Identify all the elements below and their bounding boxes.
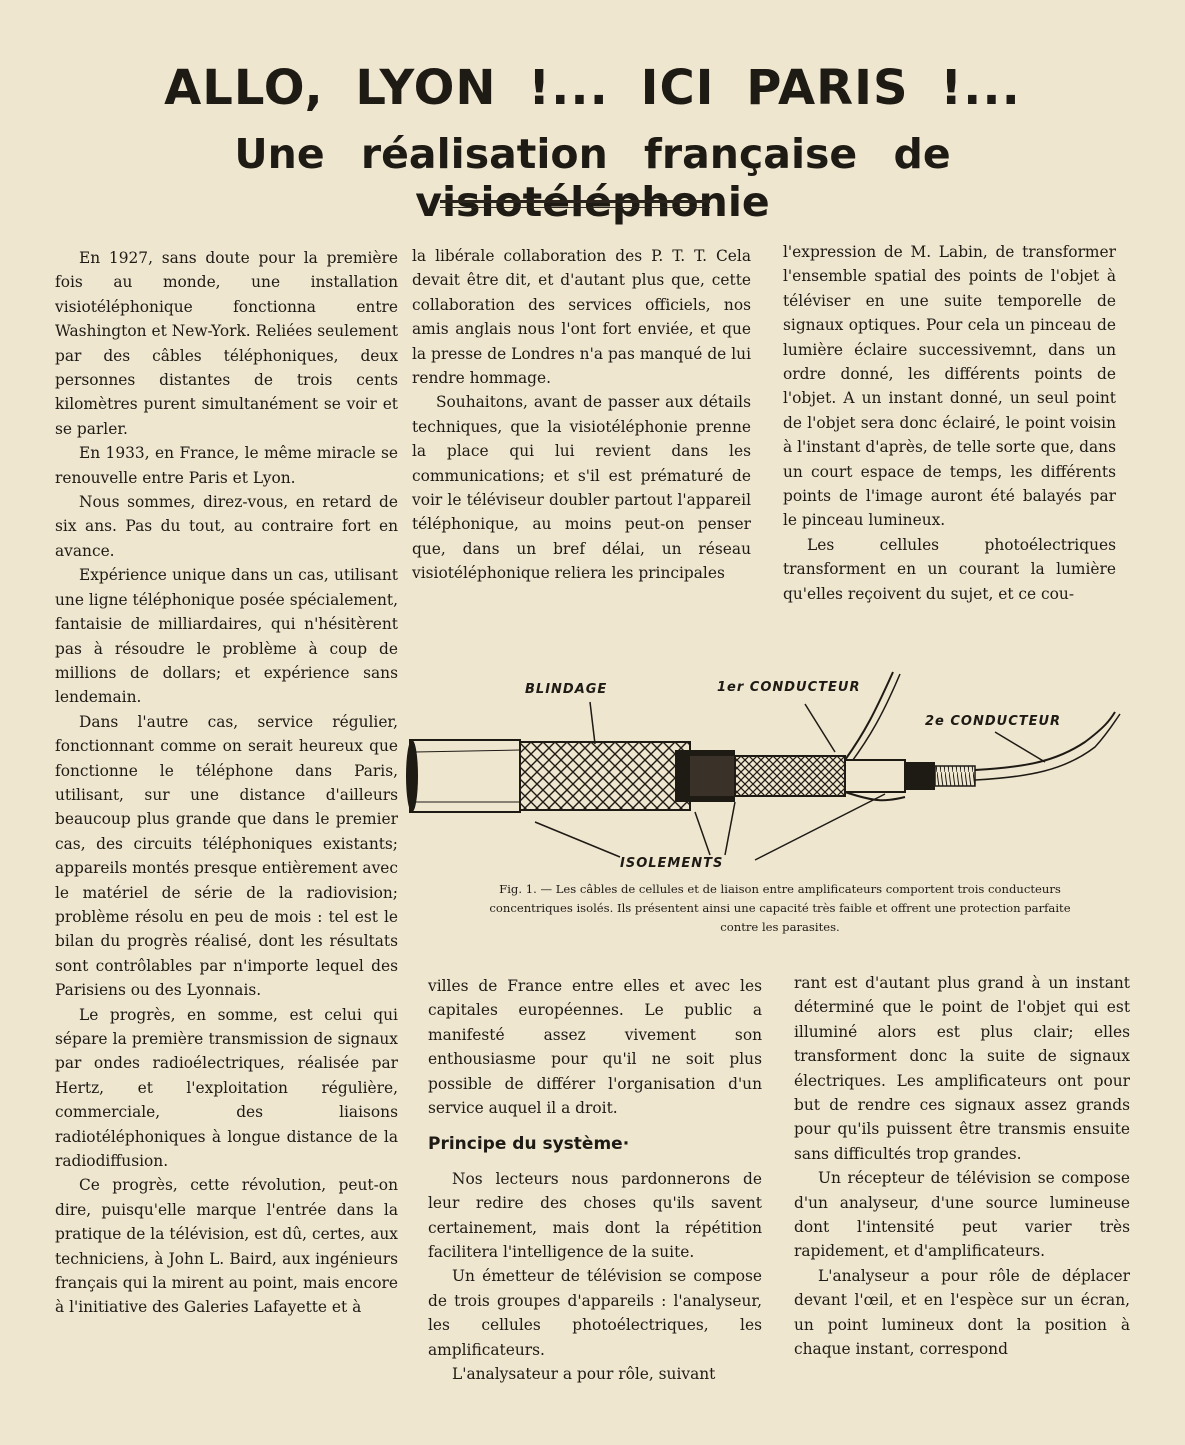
paragraph: Nous sommes, direz-vous, en retard de six ans. Pas du tout, au contraire fort en avance.: [55, 493, 398, 560]
insulation-1: [675, 750, 735, 802]
caption-line: contre les parasites.: [720, 920, 840, 934]
insulation-2: [845, 760, 935, 792]
paragraph: Un récepteur de télévision se compose d'un analyseur, d'une source lumineuse dont l'intensité peut varier très rapidement, et d'amplificateurs.: [794, 1169, 1130, 1261]
outer-sheath: [406, 740, 520, 812]
paragraph: l'expression de M. Labin, de transformer l'ensemble spatial des points de l'objet à téléviser en une suite temporelle de signaux optiques. Pour cela un pinceau de lumière éclaire successivemnt, dans un ordre donné, les différents points de l'objet. A un instant donné, un seul point de l'objet sera donc éclairé, le point voisin à l'instant d'après, de telle sorte que, dans un court espace de temps, les différents points de l'image auront été balayés par le pinceau lumineux.: [783, 243, 1116, 530]
paragraph: Ce progrès, cette révolution, peut-on dire, puisqu'elle marque l'entrée dans la pratique de la télévision, est dû, certes, aux techniciens, à John L. Baird, aux ingénieurs français qui la mirent au point, mais encore à l'initiative des Galeries Lafayette et à: [55, 1176, 398, 1317]
paragraph: Souhaitons, avant de passer aux détails techniques, que la visiotéléphonie prenne la place qui lui revient dans les communications; et s'il est prématuré de voir le téléviseur doubler partout l'appareil téléphonique, au moins peut-on penser que, dans un bref délai, un réseau visiotéléphonique reliera les principales: [412, 393, 751, 583]
paragraph: L'analysateur a pour rôle, suivant: [452, 1365, 716, 1384]
paragraph: Un émetteur de télévision se compose de trois groupes d'appareils : l'analyseur, les cellules photoélectriques, les amplificateurs.: [428, 1267, 762, 1359]
paragraph: En 1927, sans doute pour la première fois au monde, une installation visiotéléphonique fonctionna entre Washington et New-York. Reliées seulement par des câbles téléphoniques, deux personnes distantes de trois cents kilomètres purent simultanément se voir et se parler.: [55, 249, 398, 438]
blindage-braid: [520, 742, 690, 810]
section-heading: Principe du système·: [428, 1134, 630, 1155]
caption-line: Fig. 1. — Les câbles de cellules et de liaison entre amplificateurs comportent trois conducteurs: [499, 882, 1061, 896]
paragraph: Nos lecteurs nous pardonnerons de leur redire des choses qu'ils savent certainement, mais dont la répétition facilitera l'intelligence de la suite.: [428, 1169, 762, 1262]
paragraph: rant est d'autant plus grand à un instant déterminé que le point de l'objet qui est illuminé alors est plus clair; elles transforment donc la suite de signaux électriques. Les amplificateurs ont pour but de rendre ces signaux assez grands pour qu'ils puissent être transmis ensuite sans difficultés trop grandes.: [794, 974, 1130, 1163]
paragraph: la libérale collaboration des P. T. T. Cela devait être dit, et d'autant plus que, cette collaboration des services officiels, nos amis anglais nous l'ont fort enviée, et que la presse de Londres n'a pas manqué de lui rendre hommage.: [412, 247, 751, 388]
label-blindage: BLINDAGE: [525, 682, 608, 697]
caption-line: concentriques isolés. Ils présentent ainsi une capacité très faible et offrent une protection parfaite: [489, 901, 1071, 915]
page-title: ALLO, LYON !... ICI PARIS !...: [164, 60, 1021, 116]
paragraph: Dans l'autre cas, service régulier, fonctionnant comme on serait heureux que fonctionne le téléphone dans Paris, utilisant, sur une distance d'ailleurs beaucoup plus grande que dans le premier cas, des circuits téléphoniques existants; appareils montés presque entièrement avec le matériel de série de la radiovision; problème résolu en peu de mois : tel est le bilan du progrès réalisé, dont les résultats sont contrôlables par n'importe lequel des Parisiens ou des Lyonnais.: [55, 712, 398, 1000]
article-column-5: [794, 971, 1130, 1362]
label-isolements: ISOLEMENTS: [620, 856, 724, 871]
paragraph: Expérience unique dans un cas, utilisant une ligne téléphonique posée spécialement, fantaisie de milliardaires, qui n'hésitèrent pas à résoudre le problème à coup de millions de dollars; et expérience sans lendemain.: [55, 566, 398, 707]
title-rule-thin: [440, 207, 710, 208]
figure-caption: [425, 880, 1135, 937]
paragraph: Le progrès, en somme, est celui qui sépare la première transmission de signaux par ondes radioélectriques, réalisée par Hertz, et l'exploitation régulière, commerciale, des liaisons radiotéléphoniques à longue distance de la radiodiffusion.: [55, 1005, 398, 1171]
article-column-3: [783, 240, 1116, 606]
label-conducteur-1: 1er CONDUCTEUR: [717, 680, 861, 695]
title-rule: [440, 200, 710, 203]
article-column-4: [428, 974, 762, 1387]
article-column-2: [412, 244, 751, 586]
page-subtitle: Une réalisation française de visiotéléphonie: [234, 130, 951, 226]
article-column-1: [55, 246, 398, 1320]
cable-figure: [405, 652, 1165, 882]
paragraph: Les cellules photoélectriques transforment en un courant la lumière qu'elles reçoivent du sujet, et ce cou-: [783, 535, 1116, 603]
paragraph: En 1933, en France, le même miracle se renouvelle entre Paris et Lyon.: [55, 444, 398, 487]
paragraph: L'analyseur a pour rôle de déplacer devant l'œil, et en l'espèce sur un écran, un point lumineux dont la position à chaque instant, correspond: [794, 1266, 1130, 1359]
label-conducteur-2: 2e CONDUCTEUR: [925, 714, 1062, 729]
paragraph: villes de France entre elles et avec les capitales européennes. Le public a manifesté assez vivement son enthousiasme pour qu'il ne soit plus possible de différer l'organisation d'un service auquel il a droit.: [428, 977, 762, 1118]
